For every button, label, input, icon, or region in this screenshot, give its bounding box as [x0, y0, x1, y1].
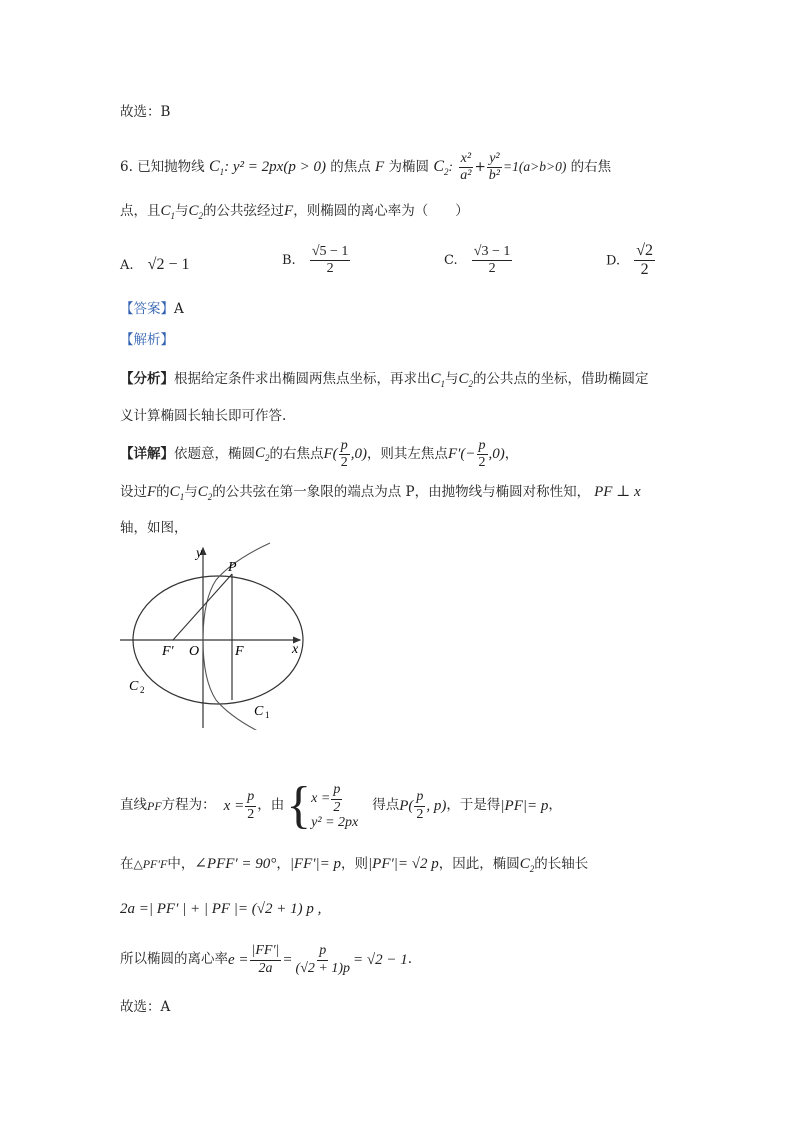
question-line-2: 点，且$C_1$与$C_2$的公共弦经过F，则椭圆的离心率为（ ） — [120, 203, 469, 221]
pf-text-pf: PF — [147, 799, 162, 813]
option-d[interactable] — [606, 242, 656, 280]
question-line2-a: 点，且 — [120, 203, 161, 219]
question-text-3: 为椭圆 — [388, 159, 430, 176]
option-a[interactable] — [120, 256, 189, 274]
ecc-dot: . — [407, 951, 413, 968]
right-angle: ∠PFF′ = 90° — [194, 856, 277, 872]
answer-value: A — [174, 301, 184, 317]
label-c2-sub: 2 — [140, 685, 145, 695]
ecc-num-2: p — [317, 943, 328, 960]
chord-line-1: 设过F的$C_1$与$C_2$的公共弦在第一象限的端点为点 P，由抛物线与椭圆对称性知， PF ⊥ x — [120, 484, 641, 502]
tri-text-6: 的长轴长 — [534, 856, 589, 872]
fenxi-text-2: 与 — [445, 371, 459, 387]
option-c-label: C. — [444, 253, 458, 269]
pf-text-4: 得点 — [372, 797, 400, 814]
question-line-1: 6. 已知抛物线 $C_1$: y² = 2px(p > 0) 的焦点 F 为椭圆 $C_2$: $\frac{\text{x²}}{\text{a²}}$ + $\frac{\text{y²}}{\text{b²}}$ =1(a>b>0) 的右焦 — [120, 151, 612, 184]
fenxi-text-1: 根据给定条件求出椭圆两焦点坐标，再求出 — [174, 371, 431, 387]
pf-text-5: ，于是得 — [446, 797, 501, 814]
pf-text-2: 方程为： — [161, 797, 216, 814]
ecc-text-1: 所以椭圆的离心率 — [120, 951, 228, 968]
label-o: O — [189, 644, 200, 659]
pf-text-1: 直线 — [120, 797, 147, 814]
xiangjie-text-1: 依题意，椭圆 — [174, 445, 255, 462]
xiangjie-line: 【详解】依题意，椭圆$C_2$的右焦点F( $\frac{p}{2}$ ,0)，则其左焦点F′(− $\frac{p}{2}$ ,0)， — [120, 438, 519, 471]
tri-text-1: 在 — [120, 856, 134, 872]
pf-length: |PF|= p — [500, 797, 549, 814]
label-y: y — [196, 546, 203, 561]
label-c1-sub: 1 — [265, 710, 270, 720]
xiangjie-text-3: ，则其左焦点 — [366, 445, 448, 462]
answer-tag: 【答案】 — [120, 301, 174, 317]
option-c[interactable] — [444, 244, 513, 277]
pf-perp-x: PF ⊥ x — [594, 484, 641, 500]
analysis-tag: 【解析】 — [120, 332, 174, 348]
xiangjie-tag: 【详解】 — [120, 445, 174, 462]
pf-prime-length: |PF′|= √2 p — [368, 856, 439, 872]
ecc-result: = √2 − 1 — [353, 951, 408, 968]
xiangjie-text-4: ， — [504, 445, 519, 462]
label-f-prime: F′ — [162, 644, 174, 659]
parabola-definition: : y² = 2px(p > 0) — [224, 159, 326, 176]
chord-text-2: 的 — [156, 484, 170, 500]
question-text-1: 已知抛物线 — [137, 159, 205, 176]
option-d-num: √2 — [634, 242, 655, 261]
option-a-value: √2 − 1 — [147, 256, 190, 273]
chord-text-1: 设过 — [120, 484, 147, 500]
tri-text-5: ，因此，椭圆 — [438, 856, 520, 872]
ellipse-parabola-figure — [118, 540, 308, 730]
pf-text-6: ， — [548, 797, 562, 814]
question-number: 6. — [120, 159, 133, 176]
ff-length: |FF′|= p — [289, 856, 342, 872]
chord-text-4: 的公共弦在第一象限的端点为点 P，由抛物线与椭圆对称性知， — [212, 484, 591, 500]
tri-text-2: 中， — [167, 856, 195, 872]
fenxi-line-2: 义计算椭圆长轴长即可作答. — [120, 408, 287, 424]
y2-over-b2: $\frac{\text{y²}}{\text{b²}}$ — [488, 151, 500, 184]
option-b-num: √5 − 1 — [310, 244, 351, 261]
label-x: x — [292, 642, 299, 657]
fenxi-tag: 【分析】 — [120, 371, 174, 387]
label-c2: C — [129, 679, 139, 694]
fenxi-text-3: 的公共点的坐标，借助椭圆定 — [473, 371, 649, 387]
option-c-den: 2 — [488, 261, 496, 277]
tri-text-3: ， — [276, 856, 290, 872]
option-b-den: 2 — [326, 261, 334, 277]
question-line2-c: 的公共弦经过 — [203, 203, 285, 219]
ecc-e: e = — [228, 951, 249, 968]
major-axis-length: 2a =| PF′ | + | PF |= (√2 + 1) p , — [120, 901, 322, 917]
prev-answer: 故选：B — [120, 104, 171, 120]
label-f: F — [235, 644, 244, 659]
question-line2-d: ，则椭圆的离心率为（ ） — [293, 203, 469, 219]
option-a-label: A. — [120, 258, 134, 273]
option-b[interactable] — [282, 244, 351, 277]
eccentricity-line: 所以椭圆的离心率 e = $\frac{|FF'|}{2a}$ = $\frac{p}{(√2 + 1)p}$ = √2 − 1 . — [120, 943, 413, 976]
ecc-den-2: (√2 + 1)p — [295, 960, 350, 976]
final-answer: 故选：A — [120, 999, 171, 1015]
question-text-4: 的右焦 — [570, 159, 612, 176]
xiangjie-text-2: 的右焦点 — [269, 445, 324, 462]
triangle-line: 在△PF′F中，∠PFF′ = 90°，|FF′|= p，则|PF′|= √2 p，因此，椭圆$C_2$的长轴长 — [120, 856, 589, 874]
pf-line-equation: 直线 PF 方程为： x = $\frac{p}{2}$ ，由 { x = $\frac{p}{2}$ y² = 2px 得点 P( $\frac{p}{2}$ , p) ，于是得 |PF|= p ， — [120, 777, 562, 834]
triangle-name: △PF′F — [133, 857, 168, 871]
option-c-num: √3 − 1 — [472, 244, 513, 261]
option-d-den: 2 — [640, 261, 649, 279]
answer-line — [120, 303, 184, 317]
label-c1: C — [254, 704, 264, 719]
option-b-label: B. — [282, 253, 296, 269]
fenxi-line-1: 【分析】根据给定条件求出椭圆两焦点坐标，再求出$C_1$与$C_2$的公共点的坐标，借助椭圆定 — [120, 371, 649, 389]
label-p: P — [228, 560, 237, 575]
chord-text-3: 与 — [184, 484, 198, 500]
chord-line-2: 轴，如图， — [120, 520, 188, 536]
question-line2-b: 与 — [175, 203, 189, 219]
option-d-label: D. — [606, 253, 621, 269]
ecc-num-1: |FF′| — [250, 943, 282, 960]
x2-over-a2: $\frac{\text{x²}}{\text{a²}}$ — [460, 151, 472, 184]
question-text-2: 的焦点 — [330, 159, 371, 176]
ecc-den-1: 2a — [258, 960, 273, 976]
pf-text-3: ，由 — [257, 797, 285, 814]
tri-text-4: ，则 — [341, 856, 369, 872]
